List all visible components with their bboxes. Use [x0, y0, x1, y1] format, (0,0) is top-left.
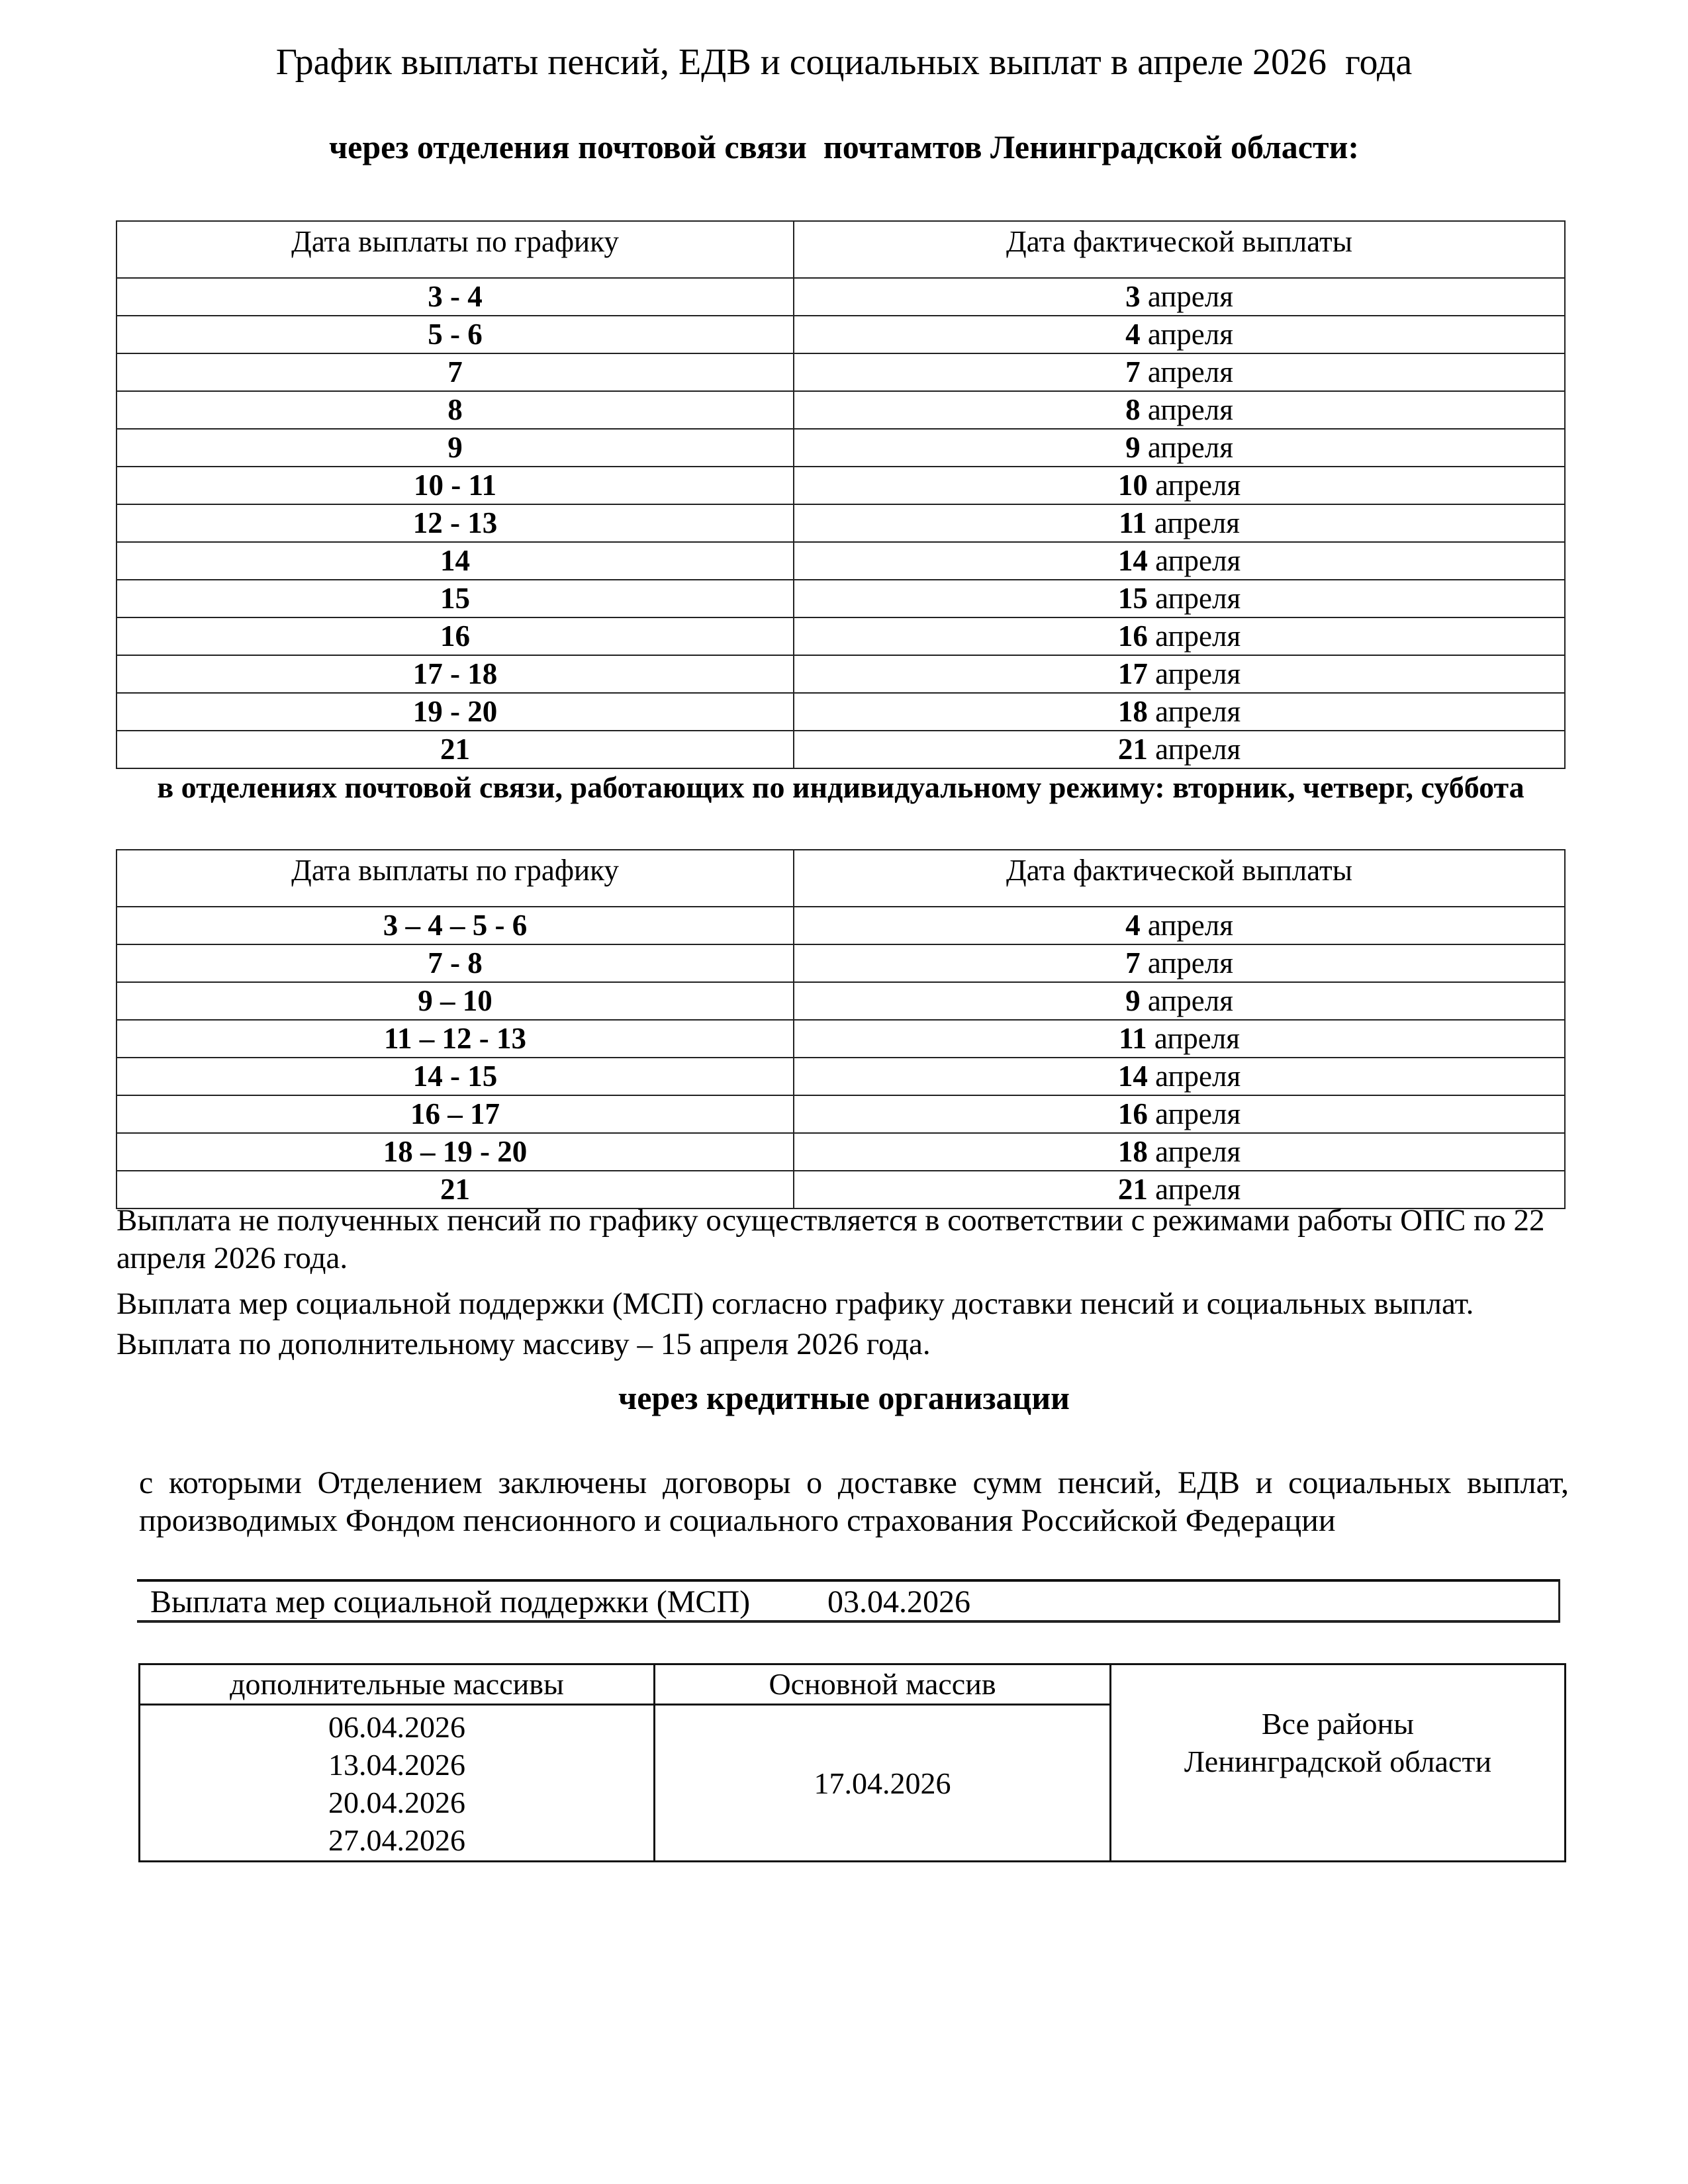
actual-date: 8 апреля: [794, 391, 1565, 429]
section-heading-credit-orgs: через кредитные организации: [618, 1379, 1070, 1416]
scheduled-date: 8: [447, 393, 463, 426]
scheduled-date: 21: [440, 733, 470, 766]
scheduled-date: 5 - 6: [428, 318, 483, 351]
additional-date: 06.04.2026: [328, 1710, 465, 1744]
document-title: График выплаты пенсий, ЕДВ и социальных выплат в апреле 2026 года: [275, 42, 1413, 83]
table-row: [117, 278, 1565, 316]
scheduled-date: 18 – 19 - 20: [383, 1135, 528, 1168]
scheduled-date: 11 – 12 - 13: [383, 1022, 526, 1055]
additional-dates-cell: [140, 1705, 655, 1862]
actual-date: 14 апреля: [794, 1058, 1565, 1095]
actual-date: 9 апреля: [794, 429, 1565, 467]
table-row: [117, 353, 1565, 391]
scheduled-date: 9 – 10: [418, 984, 492, 1017]
column-header-actual: Дата фактической выплаты: [794, 850, 1565, 907]
table-row: [117, 1020, 1565, 1058]
actual-date: 10 апреля: [794, 467, 1565, 504]
column-header-additional-arrays: дополнительные массивы: [140, 1664, 655, 1705]
section-heading-individual-mode: в отделениях почтовой связи, работающих по индивидуальному режиму: вторник, четверг, суббота: [157, 770, 1524, 804]
actual-date: 18 апреля: [794, 693, 1565, 731]
scheduled-date: 15: [440, 582, 470, 615]
scheduled-date: 7: [447, 355, 463, 388]
table-row: [117, 1058, 1565, 1095]
table-row: [117, 693, 1565, 731]
actual-date: 11 апреля: [794, 504, 1565, 542]
scheduled-date: 14: [440, 544, 470, 577]
actual-date: 3 апреля: [794, 278, 1565, 316]
main-array-date: 17.04.2026: [655, 1705, 1111, 1862]
scheduled-date: 12 - 13: [412, 506, 498, 539]
additional-date: 27.04.2026: [328, 1823, 465, 1857]
actual-date: 17 апреля: [794, 655, 1565, 693]
column-header-main-array: Основной массив: [655, 1664, 1111, 1705]
scheduled-date: 3 - 4: [428, 280, 483, 313]
actual-date: 4 апреля: [794, 907, 1565, 944]
table-row: [117, 391, 1565, 429]
section-heading-post-offices: через отделения почтовой связи почтамтов Ленинградской области:: [328, 128, 1360, 165]
column-header-scheduled: Дата выплаты по графику: [117, 850, 794, 907]
scheduled-date: 3 – 4 – 5 - 6: [383, 909, 528, 942]
actual-date: 15 апреля: [794, 580, 1565, 617]
column-header-actual: Дата фактической выплаты: [794, 221, 1565, 278]
table-header-row: [140, 1664, 1566, 1705]
scheduled-date: 9: [447, 431, 463, 464]
credit-orgs-paragraph: с которыми Отделением заключены договоры о доставке сумм пенсий, ЕДВ и социальных выплат, производимых Фондом пенсионного и социального страхования Российской Федерации: [139, 1465, 1569, 1538]
scheduled-date: 7 - 8: [428, 946, 483, 979]
table-header-row: [117, 221, 1565, 278]
actual-date: 16 апреля: [794, 1095, 1565, 1133]
actual-date: 14 апреля: [794, 542, 1565, 580]
region-cell: [1111, 1664, 1566, 1862]
msp-payment-box: [137, 1579, 1560, 1623]
table-row: [117, 467, 1565, 504]
actual-date: 16 апреля: [794, 617, 1565, 655]
bank-payment-table: [138, 1663, 1566, 1862]
note-additional-array: Выплата по дополнительному массиву – 15 апреля 2026 года.: [117, 1327, 931, 1361]
actual-date: 9 апреля: [794, 982, 1565, 1020]
table-row: [117, 617, 1565, 655]
note-unreceived-pensions: Выплата не полученных пенсий по графику осуществляется в соответствии с режимами работы ОПС по 22 апреля 2026 года.: [117, 1203, 1545, 1275]
actual-date: 4 апреля: [794, 316, 1565, 353]
scheduled-date: 16: [440, 619, 470, 653]
scheduled-date: 21: [440, 1173, 470, 1206]
table-row: [117, 731, 1565, 768]
table-row: [117, 504, 1565, 542]
actual-date: 21 апреля: [794, 1171, 1565, 1208]
msp-label: Выплата мер социальной поддержки (МСП): [150, 1584, 751, 1619]
additional-date: 13.04.2026: [328, 1748, 465, 1782]
schedule-table-main: [116, 220, 1566, 769]
scheduled-date: 14 - 15: [412, 1060, 498, 1093]
schedule-table-individual: [116, 849, 1566, 1209]
table-row: [117, 316, 1565, 353]
actual-date: 21 апреля: [794, 731, 1565, 768]
msp-date: 03.04.2026: [827, 1584, 970, 1619]
table-header-row: [117, 850, 1565, 907]
region-line-2: Ленинградской области: [1184, 1745, 1492, 1778]
table-row: [117, 655, 1565, 693]
table-row: [117, 944, 1565, 982]
scheduled-date: 10 - 11: [413, 469, 496, 502]
actual-date: 7 апреля: [794, 944, 1565, 982]
table-row: [117, 1133, 1565, 1171]
scheduled-date: 17 - 18: [412, 657, 498, 690]
column-header-scheduled: Дата выплаты по графику: [117, 221, 794, 278]
actual-date: 18 апреля: [794, 1133, 1565, 1171]
note-msp-schedule: Выплата мер социальной поддержки (МСП) согласно графику доставки пенсий и социальных выплат.: [117, 1287, 1474, 1321]
actual-date: 11 апреля: [794, 1020, 1565, 1058]
region-line-1: Все районы: [1261, 1707, 1415, 1741]
table-row: [117, 542, 1565, 580]
table-row: [117, 580, 1565, 617]
scheduled-date: 19 - 20: [412, 695, 498, 728]
additional-date: 20.04.2026: [328, 1786, 465, 1819]
actual-date: 7 апреля: [794, 353, 1565, 391]
table-row: [117, 429, 1565, 467]
scheduled-date: 16 – 17: [410, 1097, 500, 1130]
table-row: [117, 982, 1565, 1020]
table-row: [117, 907, 1565, 944]
table-row: [117, 1095, 1565, 1133]
